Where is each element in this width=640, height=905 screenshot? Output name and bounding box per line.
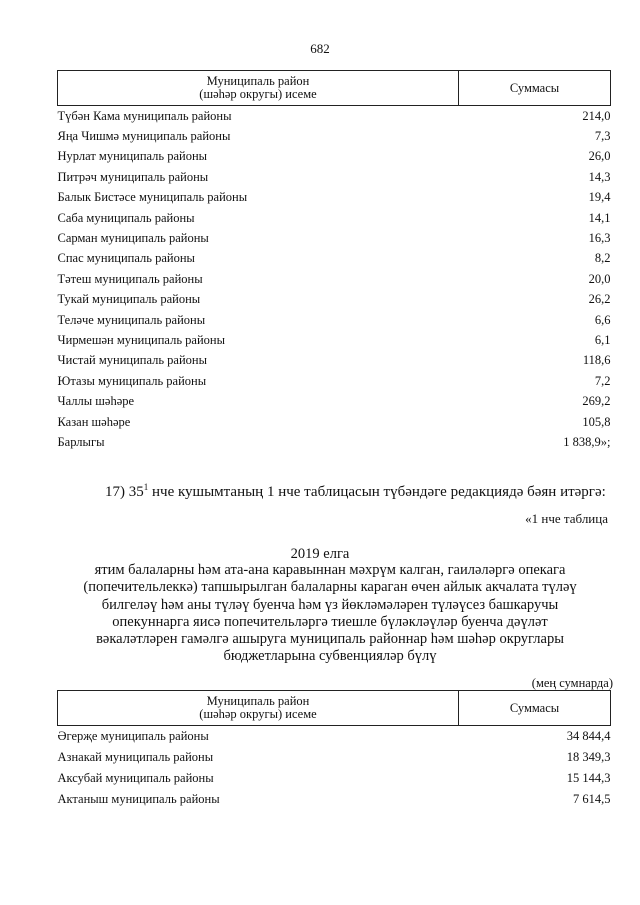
table-body: [58, 106, 611, 453]
column-header-district: [58, 71, 459, 106]
amount-value: 269,2: [582, 394, 611, 409]
table-row: [58, 391, 611, 411]
district-name: Түбән Кама муниципаль районы: [57, 108, 232, 123]
header-amount-label: Суммасы: [509, 700, 560, 715]
table-row: [58, 290, 611, 310]
amendment-text: нче кушымтаның 1 нче таблицасын түбәндәге редакциядә бәян итәргә:: [148, 484, 606, 500]
amendment-prefix: 17) 35: [105, 484, 144, 500]
header-amount-label: Суммасы: [509, 80, 560, 95]
table-row: [58, 371, 611, 391]
table-row: [58, 208, 611, 228]
table-row: [58, 269, 611, 289]
district-name: Тукай муниципаль районы: [57, 292, 201, 307]
district-name: Аксубай муниципаль районы: [57, 771, 214, 785]
district-name: Теләче муниципаль районы: [57, 312, 206, 327]
amount-value: 34 844,4: [566, 729, 611, 743]
amount-value: 1 838,9»;: [563, 434, 611, 449]
table-row: [58, 228, 611, 248]
amount-value: 7,2: [594, 373, 611, 388]
table-header-row: [58, 71, 611, 106]
amount-value: 214,0: [582, 108, 611, 123]
subsidy-table-continued: [57, 70, 611, 453]
table-row: [58, 768, 611, 789]
table-body: [58, 726, 611, 811]
table-row: [58, 147, 611, 167]
district-name: Питрәч муниципаль районы: [57, 169, 209, 184]
table-reference: «1 нче таблица: [525, 511, 608, 526]
amount-value: 26,0: [588, 149, 611, 164]
district-name: Сарман муниципаль районы: [57, 231, 209, 246]
table-row: [58, 330, 611, 350]
amount-value: 7 614,5: [573, 792, 611, 806]
amount-value: 14,3: [588, 169, 611, 184]
amount-value: 118,6: [582, 353, 611, 368]
district-name: Нурлат муниципаль районы: [57, 149, 208, 164]
subsidy-table-2019: [57, 690, 611, 810]
header-district-label: Муниципаль район (шәһәр округы) исеме: [199, 694, 317, 721]
unit-label: (мең сумнарда): [531, 676, 613, 690]
amount-value: 14,1: [588, 210, 611, 225]
table-row: [58, 747, 611, 768]
amount-value: 26,2: [588, 292, 611, 307]
table-row: [58, 188, 611, 208]
district-name: Барлыгы: [57, 434, 105, 449]
district-name: Яңа Чишмә муниципаль районы: [57, 129, 231, 144]
table-row: [58, 167, 611, 187]
district-name: Тәтеш муниципаль районы: [57, 271, 203, 286]
amendment-superscript: 1: [143, 482, 149, 492]
column-header-amount: [459, 691, 611, 726]
table-row: [58, 126, 611, 146]
district-name: Саба муниципаль районы: [57, 210, 195, 225]
amount-value: 16,3: [588, 231, 611, 246]
district-name: Ютазы муниципаль районы: [57, 373, 207, 388]
column-header-district: [58, 691, 459, 726]
header-district-label: Муниципаль район (шәһәр округы) исеме: [199, 74, 317, 101]
table-row: [58, 249, 611, 269]
district-name: Чистай муниципаль районы: [57, 353, 207, 368]
amount-value: 6,1: [594, 332, 611, 347]
table-row: [58, 310, 611, 330]
section-title: ятим балаларны һәм ата-ана каравыннан мәхрүм калган, гаиләләргә опекага (попечительлеккә) тапшырылган балаларны караган өчен айлык акчалата түләү билгеләү һәм аны түләү буенча һәм үз йөкләмәләрен түләүсез башкаручы опекуннарга яисә попечительләргә тиешле бүләкләүләр буенча дәүләт вәкаләтләрен гамәлгә ашыруга муниципаль районнар һәм шәһәр округлары бюджетларына субвенцияләр бүлү: [83, 562, 577, 665]
amount-value: 20,0: [588, 271, 611, 286]
table-row: [58, 351, 611, 371]
table-row: [58, 432, 611, 452]
district-name: Казан шәһәре: [57, 414, 131, 429]
section-year: 2019 елга: [290, 546, 350, 562]
district-name: Актаныш муниципаль районы: [57, 792, 220, 806]
district-name: Чирмешән муниципаль районы: [57, 332, 225, 347]
page-number: 682: [310, 41, 330, 56]
table-row: [58, 412, 611, 432]
amount-value: 8,2: [594, 251, 611, 266]
amendment-instruction: [105, 482, 606, 501]
amount-value: 7,3: [594, 129, 611, 144]
district-name: Балык Бистәсе муниципаль районы: [57, 190, 248, 205]
table-header-row: [58, 691, 611, 726]
amount-value: 19,4: [588, 190, 611, 205]
district-name: Әгерҗе муниципаль районы: [57, 729, 209, 743]
amount-value: 15 144,3: [566, 771, 611, 785]
amount-value: 6,6: [594, 312, 611, 327]
table-row: [58, 106, 611, 127]
table-row: [58, 726, 611, 748]
amount-value: 18 349,3: [566, 750, 611, 764]
district-name: Чаллы шәһәре: [57, 394, 135, 409]
column-header-amount: [459, 71, 611, 106]
district-name: Азнакай муниципаль районы: [57, 750, 214, 764]
table-row: [58, 789, 611, 810]
district-name: Спас муниципаль районы: [57, 251, 195, 266]
amount-value: 105,8: [582, 414, 611, 429]
